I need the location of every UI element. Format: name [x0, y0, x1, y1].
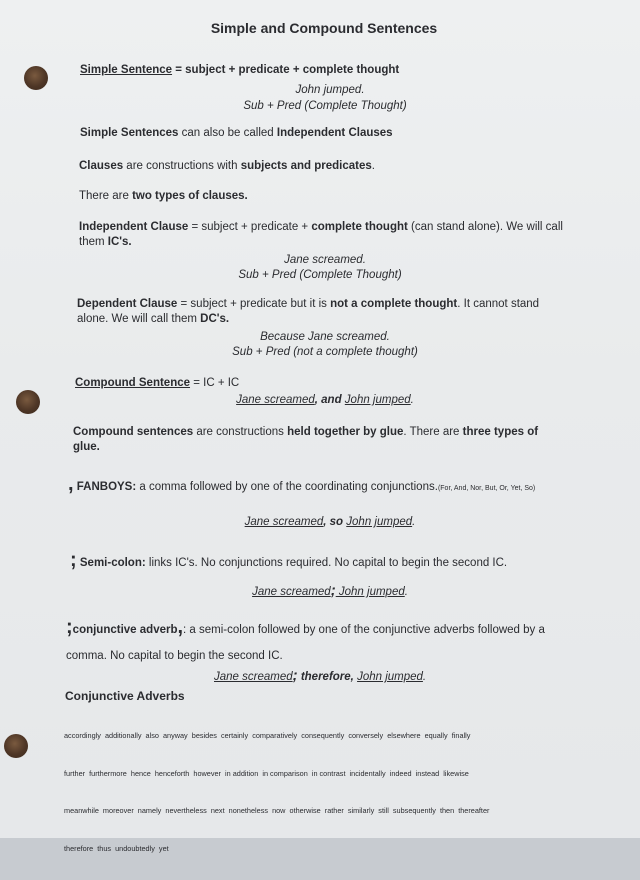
bold-text: three types of — [462, 426, 539, 438]
compound-example — [200, 394, 450, 406]
rule-label: conjunctive adverb — [72, 624, 178, 636]
term: Compound Sentence — [75, 377, 191, 389]
text: . — [404, 586, 408, 598]
text: : a semi-colon followed by one of the conjunctive adverbs followed by a — [183, 624, 545, 636]
dependent-clause-line2 — [77, 313, 229, 325]
conjunctive-adverb-example — [214, 667, 426, 684]
example-sentence: Because Jane screamed. — [260, 331, 390, 343]
glue: therefore, — [297, 671, 358, 683]
clause: John jumped — [357, 671, 423, 683]
text: = subject + predicate but it is — [177, 298, 331, 310]
text: = IC + IC — [190, 377, 240, 389]
text: . — [371, 160, 375, 172]
independent-clause-definition — [79, 221, 563, 233]
bold-text: complete thought — [311, 221, 408, 233]
semicolon-rule — [70, 550, 507, 570]
text: alone. We will call them — [77, 313, 201, 325]
bold-text: Clauses — [79, 160, 124, 172]
clause: John jumped — [335, 586, 405, 598]
adverbs-list — [64, 705, 489, 880]
clause: John jumped — [346, 516, 413, 528]
glue: , so — [323, 516, 347, 528]
glue-definition — [73, 426, 538, 438]
two-types-line — [79, 190, 248, 202]
bold-text: Simple Sentences — [80, 127, 179, 139]
example-sentence: Jane screamed. — [284, 254, 366, 266]
independent-clause-line2 — [79, 236, 132, 248]
semicolon-mark: ; — [66, 616, 73, 638]
bold-text: IC's. — [107, 236, 132, 248]
example-breakdown: Sub + Pred (Complete Thought) — [238, 269, 402, 281]
glue: ; — [330, 582, 336, 599]
clause: Jane screamed — [252, 586, 331, 598]
punch-hole — [24, 66, 48, 90]
bold-text: subjects and predicates — [240, 160, 372, 172]
conjunctive-adverb-rule — [66, 617, 545, 637]
clause: Jane screamed — [214, 671, 293, 683]
text: them — [79, 236, 108, 248]
page-title: Simple and Compound Sentences — [210, 20, 438, 36]
clause: Jane screamed — [244, 516, 324, 528]
text: can also be called — [178, 127, 277, 139]
bold-text: Independent Clauses — [276, 127, 393, 139]
rule-label: Semi-colon: — [79, 557, 146, 569]
semicolon-example — [215, 582, 445, 599]
fanboys-example — [210, 516, 450, 528]
text: . — [410, 394, 414, 406]
simple-sentence-definition — [80, 64, 399, 76]
text: . — [422, 671, 427, 683]
punch-hole — [16, 390, 40, 414]
text: . It cannot stand — [457, 298, 540, 310]
conjunctive-adverb-line2: comma. No capital to begin the second IC. — [66, 650, 283, 662]
bold-text: Compound sentences — [73, 426, 194, 438]
bold-text: held together by glue — [287, 426, 404, 438]
clause: John jumped — [344, 394, 411, 406]
rule-label: FANBOYS: — [76, 481, 137, 493]
text: a comma followed by one of the coordinating conjunctions. — [136, 481, 438, 493]
bold-text: not a complete thought — [330, 298, 458, 310]
text: = subject + predicate + — [188, 221, 312, 233]
alias-line — [80, 127, 393, 139]
semicolon-mark: ; — [70, 549, 77, 571]
example-sentence: John jumped. — [295, 84, 365, 96]
example-breakdown: Sub + Pred (not a complete thought) — [232, 346, 418, 358]
bold-text: DC's. — [200, 313, 230, 325]
glue: ; — [292, 667, 298, 684]
text: (can stand alone). We will call — [407, 221, 563, 233]
glue: , and — [314, 394, 345, 406]
text: . There are — [403, 426, 463, 438]
conjunction-list: (For, And, Nor, But, Or, Yet, So) — [437, 485, 536, 492]
text: links IC's. No conjunctions required. No capital to begin the second IC. — [145, 557, 508, 569]
text: . — [412, 516, 416, 528]
text: are constructions — [193, 426, 288, 438]
punch-hole — [4, 734, 28, 758]
term: Simple Sentence — [80, 64, 173, 76]
term: Independent Clause — [79, 221, 189, 233]
glue-line2: glue. — [73, 441, 100, 453]
example-breakdown: Sub + Pred (Complete Thought) — [243, 100, 407, 112]
comma-mark: , — [177, 616, 184, 638]
fanboys-rule — [68, 474, 535, 494]
clauses-definition — [79, 160, 375, 172]
compound-sentence-definition — [75, 377, 239, 389]
adverbs-line: meanwhile moreover namely nevertheless next nonetheless now otherwise rather similarly still subsequently then thereafter — [64, 806, 490, 815]
comma-mark: , — [68, 473, 74, 495]
adverbs-line: therefore thus undoubtedly yet — [64, 843, 169, 853]
clause: Jane screamed — [236, 394, 315, 406]
adverbs-heading: Conjunctive Adverbs — [65, 689, 185, 703]
term: Dependent Clause — [77, 298, 178, 310]
formula: = subject + predicate + complete thought — [172, 64, 400, 76]
text: are constructions with — [123, 160, 241, 172]
bold-text: two types of clauses. — [132, 190, 248, 202]
text: There are — [79, 190, 133, 202]
dependent-clause-definition — [77, 298, 539, 310]
adverbs-line: accordingly additionally also anyway besides certainly comparatively consequently conversely elsewhere equally finally — [64, 731, 471, 740]
adverbs-line: further furthermore hence henceforth however in addition in comparison in contrast incidentally indeed instead likewise — [64, 768, 469, 778]
